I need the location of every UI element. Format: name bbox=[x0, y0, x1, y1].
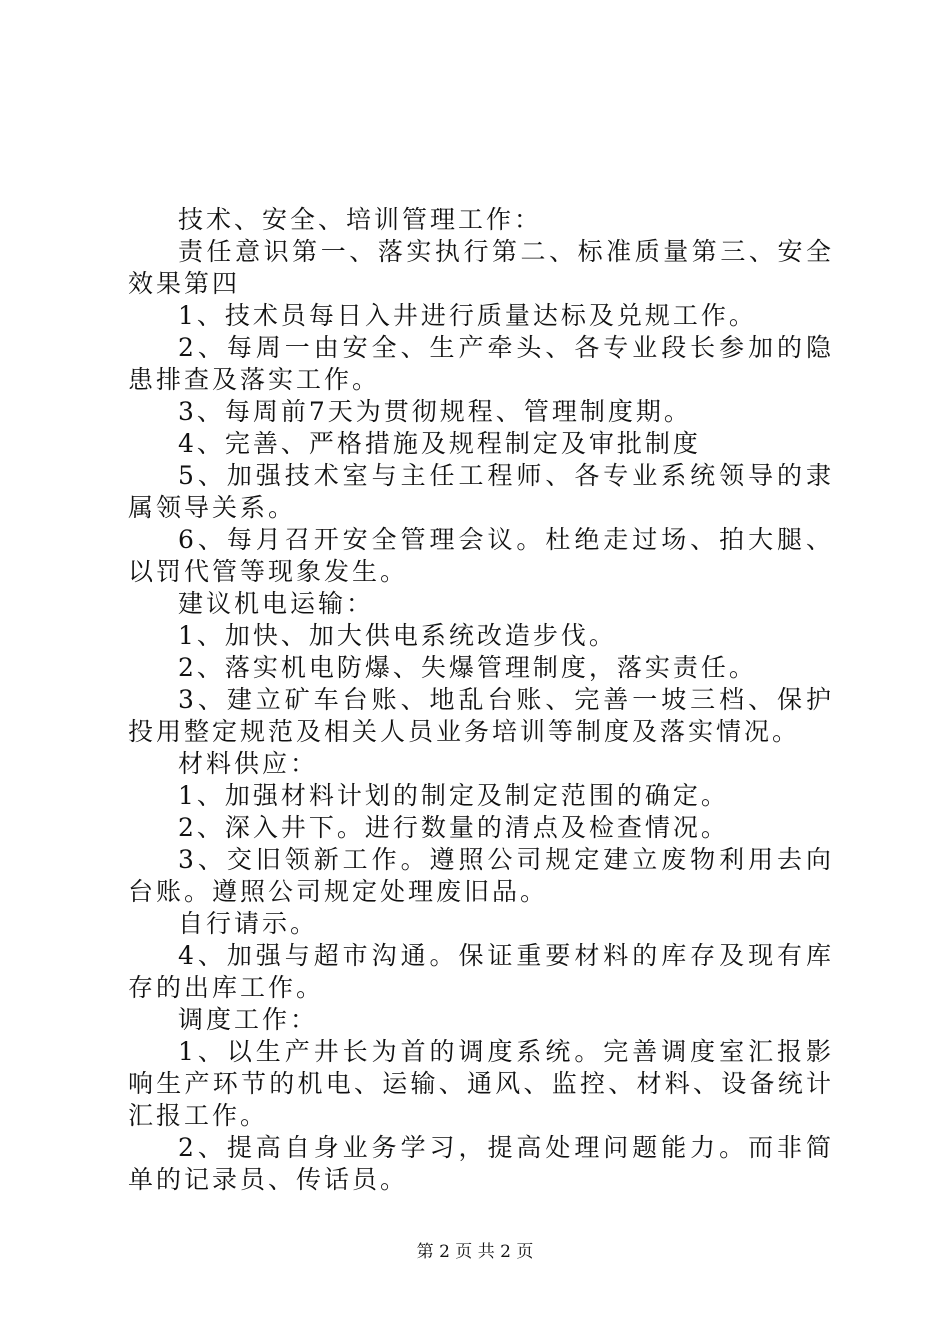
section-heading-materials: 材料供应： bbox=[178, 749, 319, 778]
list-item-tech-5: 5、加强技术室与主任工程师、各专业系统领导的隶属领导关系。 bbox=[128, 461, 834, 522]
list-item-materials-3: 3、交旧领新工作。遵照公司规定建立废物利用去向台账。遵照公司规定处理废旧品。 bbox=[128, 845, 834, 906]
list-item-tech-1: 1、技术员每日入井进行质量达标及兑规工作。 bbox=[178, 301, 757, 330]
list-item-electromech-1: 1、加快、加大供电系统改造步伐。 bbox=[178, 621, 617, 650]
section-heading-dispatch: 调度工作： bbox=[178, 1005, 319, 1034]
page-footer: 第 2 页 共 2 页 bbox=[416, 1242, 534, 1262]
list-item-electromech-2: 2、落实机电防爆、失爆管理制度，落实责任。 bbox=[178, 653, 757, 682]
paragraph-self-request: 自行请示。 bbox=[178, 909, 319, 938]
list-item-materials-1: 1、加强材料计划的制定及制定范围的确定。 bbox=[178, 781, 729, 810]
list-item-materials-4: 4、加强与超市沟通。保证重要材料的库存及现有库存的出库工作。 bbox=[128, 941, 834, 1002]
list-item-dispatch-2: 2、提高自身业务学习，提高处理问题能力。而非简单的记录员、传话员。 bbox=[128, 1133, 834, 1194]
list-item-tech-3: 3、每周前7天为贯彻规程、管理制度期。 bbox=[178, 397, 692, 426]
list-item-materials-2: 2、深入井下。进行数量的清点及检查情况。 bbox=[178, 813, 729, 842]
list-item-dispatch-1: 1、以生产井长为首的调度系统。完善调度室汇报影响生产环节的机电、运输、通风、监控、材料、设备统计汇报工作。 bbox=[128, 1037, 834, 1130]
document-body bbox=[128, 204, 834, 1196]
list-item-tech-6: 6、每月召开安全管理会议。杜绝走过场、拍大腿、以罚代管等现象发生。 bbox=[128, 525, 834, 586]
list-item-tech-2: 2、每周一由安全、生产牵头、各专业段长参加的隐患排查及落实工作。 bbox=[128, 333, 834, 394]
paragraph-principles: 责任意识第一、落实执行第二、标准质量第三、安全效果第四 bbox=[128, 237, 834, 298]
section-heading-electromech: 建议机电运输： bbox=[178, 589, 375, 618]
section-heading-tech-safety: 技术、安全、培训管理工作： bbox=[178, 205, 543, 234]
list-item-electromech-3: 3、建立矿车台账、地乱台账、完善一坡三档、保护投用整定规范及相关人员业务培训等制度及落实情况。 bbox=[128, 685, 834, 746]
list-item-tech-4: 4、完善、严格措施及规程制定及审批制度 bbox=[178, 429, 701, 458]
